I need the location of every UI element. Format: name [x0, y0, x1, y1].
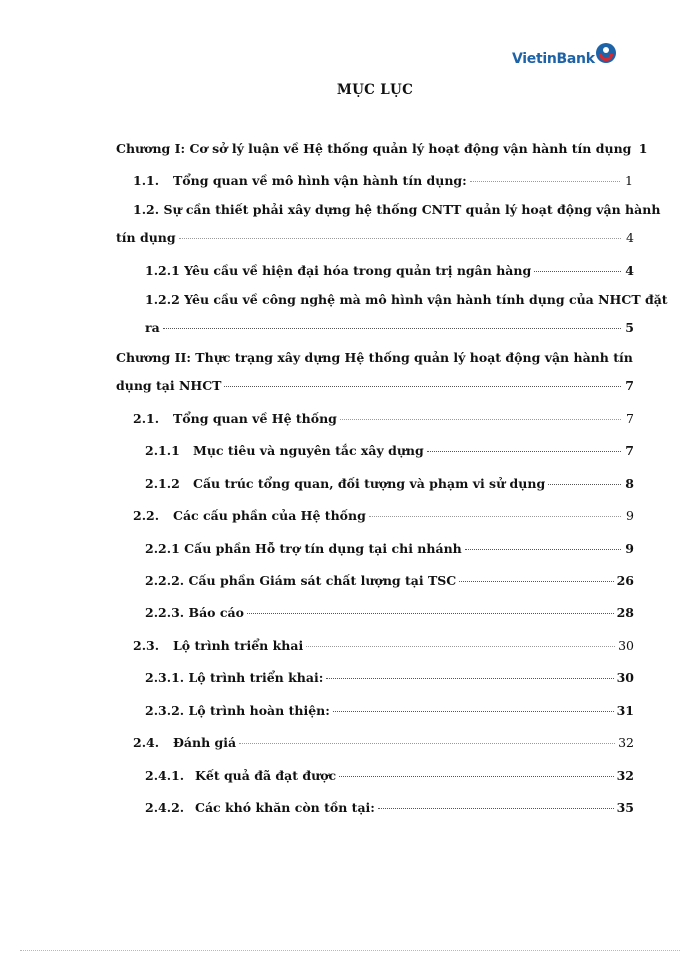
page-number: 7 — [625, 378, 634, 393]
dot-leader — [470, 167, 620, 182]
entry-text: 1.2.1 Yêu cầu về hiện đại hóa trong quản trị ngân hàng — [145, 263, 532, 278]
entry-text: tín dụng — [116, 230, 176, 245]
dot-leader — [326, 664, 613, 679]
entry-text: Chương I: Cơ sở lý luận về Hệ thống quản lý hoạt động vận hành tín dụng — [116, 141, 632, 156]
page-number: 9 — [625, 541, 634, 556]
page-number: 7 — [626, 411, 634, 426]
entry-number: 1.1. — [133, 173, 160, 188]
entry-number: 2.1. — [133, 411, 160, 426]
toc-entry-2-4[interactable] — [133, 732, 634, 750]
entry-text: 2.3.2. Lộ trình hoàn thiện: — [145, 703, 330, 718]
toc-entry-1-1[interactable] — [133, 170, 633, 188]
toc-entry-2-1-1[interactable] — [145, 440, 634, 458]
toc-entry-1-2-2-line1[interactable] — [145, 292, 668, 310]
dot-leader — [459, 567, 613, 582]
toc-entry-2-1-2[interactable] — [145, 473, 634, 491]
page-number: 1 — [625, 173, 633, 188]
dot-leader — [179, 224, 621, 239]
entry-text: dụng tại NHCT — [116, 378, 222, 393]
dot-leader — [333, 697, 614, 712]
toc-entry-chapter-1[interactable] — [116, 138, 648, 156]
entry-text: Tổng quan về mô hình vận hành tín dụng: — [173, 173, 467, 188]
dot-leader — [369, 502, 621, 517]
dot-leader — [224, 372, 621, 387]
entry-number: 2.4. — [133, 735, 160, 750]
toc-entry-1-2-line2[interactable] — [116, 227, 634, 245]
page-number: 8 — [625, 476, 634, 491]
page-number: 9 — [626, 508, 634, 523]
entry-text: Các cấu phần của Hệ thống — [173, 508, 366, 523]
page-number: 4 — [626, 230, 634, 245]
toc-entry-2-4-2[interactable] — [145, 797, 634, 815]
toc-entry-2-3[interactable] — [133, 635, 634, 653]
toc-entry-chapter-2-line1[interactable] — [116, 350, 634, 368]
page-number: 5 — [625, 320, 634, 335]
dot-leader — [163, 314, 621, 329]
entry-text: 2.2.3. Báo cáo — [145, 605, 244, 620]
dot-leader — [548, 470, 621, 485]
page-number: 4 — [625, 263, 634, 278]
toc-entry-2-2-3[interactable] — [145, 602, 634, 620]
dot-leader — [239, 729, 615, 744]
toc-entry-2-1[interactable] — [133, 408, 634, 426]
entry-text: Kết quả đã đạt được — [195, 768, 337, 783]
entry-text: Tổng quan về Hệ thống — [173, 411, 337, 426]
dot-leader — [340, 405, 621, 420]
toc-entry-2-2[interactable] — [133, 505, 634, 523]
dot-leader — [427, 437, 621, 452]
dot-leader — [465, 535, 621, 550]
page-bottom-rule — [20, 950, 680, 951]
toc-entry-2-2-2[interactable] — [145, 570, 634, 588]
entry-text: 2.2.1 Cấu phần Hỗ trợ tín dụng tại chi nhánh — [145, 541, 462, 556]
entry-number: 2.1.2 — [145, 476, 180, 491]
page-number: 31 — [616, 703, 634, 718]
page-number: 32 — [616, 768, 634, 783]
dot-leader — [306, 632, 615, 647]
page-number: 26 — [616, 573, 634, 588]
dot-leader — [339, 762, 613, 777]
page-number: 35 — [616, 800, 634, 815]
toc-entry-2-2-1[interactable] — [145, 538, 634, 556]
entry-text: ra — [145, 320, 160, 335]
page-number: 7 — [625, 443, 634, 458]
entry-text: Lộ trình triển khai — [173, 638, 304, 653]
entry-number: 2.3. — [133, 638, 160, 653]
toc-entry-2-3-1[interactable] — [145, 667, 634, 685]
toc-entry-1-2-line1[interactable] — [133, 202, 661, 220]
toc-entry-2-3-2[interactable] — [145, 700, 634, 718]
page-title: MỤC LỤC — [336, 82, 414, 98]
toc-entry-1-2-2-line2[interactable] — [145, 317, 634, 335]
page-number: 32 — [618, 735, 634, 750]
dot-leader — [534, 257, 621, 272]
entry-text: Chương II: Thực trạng xây dựng Hệ thống quản lý hoạt động vận hành tín — [116, 350, 633, 365]
entry-number: 2.1.1 — [145, 443, 180, 458]
entry-number: 2.4.1. — [145, 768, 185, 783]
entry-text: Đánh giá — [173, 735, 237, 750]
entry-text: Mục tiêu và nguyên tắc xây dựng — [193, 443, 424, 458]
entry-number: 2.4.2. — [145, 800, 185, 815]
page-number: 30 — [618, 638, 634, 653]
entry-text: 1.2. Sự cần thiết phải xây dựng hệ thống CNTT quản lý hoạt động vận hành — [133, 202, 661, 217]
entry-text: 2.2.2. Cấu phần Giám sát chất lượng tại TSC — [145, 573, 457, 588]
dot-leader — [247, 599, 614, 614]
toc-entry-chapter-2-line2[interactable] — [116, 375, 634, 393]
dot-leader — [378, 794, 614, 809]
entry-text: 2.3.1. Lộ trình triển khai: — [145, 670, 324, 685]
entry-text: Các khó khăn còn tồn tại: — [195, 800, 375, 815]
entry-number: 2.2. — [133, 508, 160, 523]
entry-text: 1.2.2 Yêu cầu về công nghệ mà mô hình vận hành tính dụng của NHCT đặt — [145, 292, 668, 307]
page-number: 28 — [616, 605, 634, 620]
page-number: 1 — [638, 141, 648, 156]
page-number: 30 — [616, 670, 634, 685]
toc-entry-2-4-1[interactable] — [145, 765, 634, 783]
toc-entry-1-2-1[interactable] — [145, 260, 634, 278]
logo-wordmark: VietinBank — [512, 51, 595, 67]
entry-text: Cấu trúc tổng quan, đối tượng và phạm vi sử dụng — [193, 476, 546, 491]
